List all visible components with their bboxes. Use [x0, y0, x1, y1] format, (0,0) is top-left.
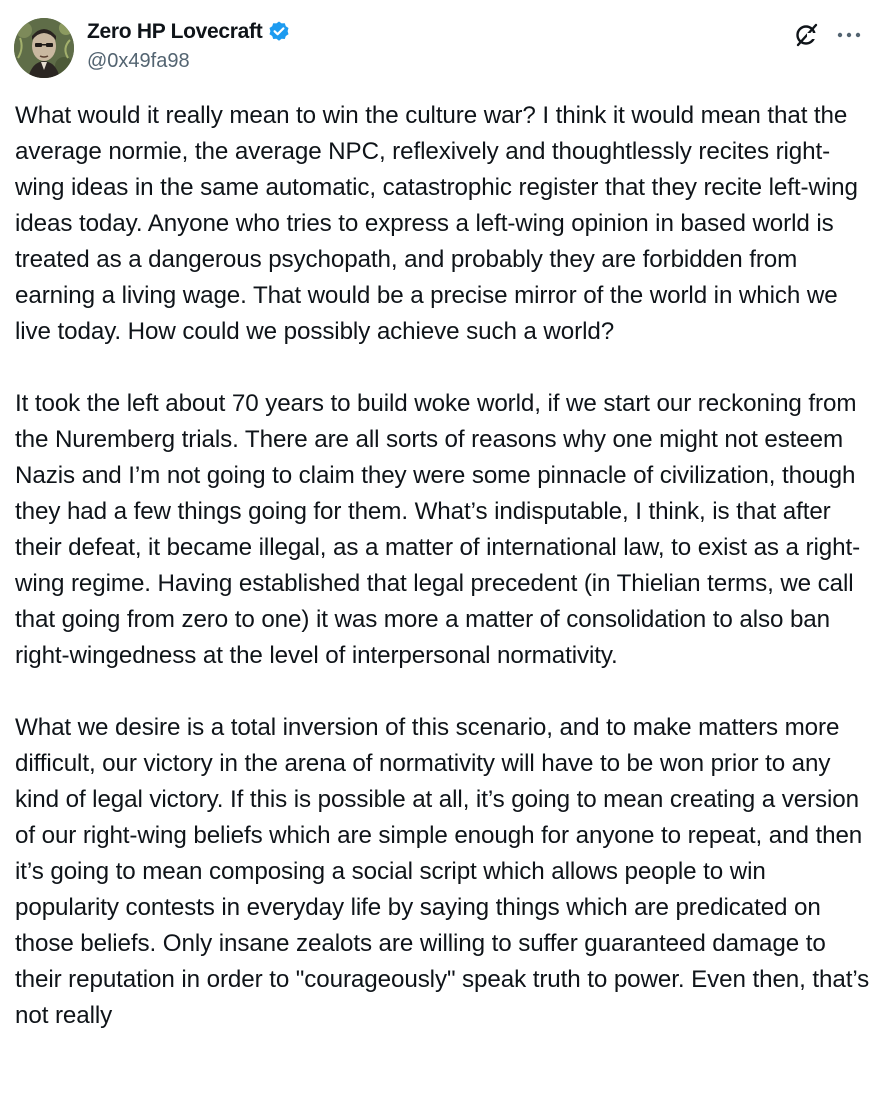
- more-icon[interactable]: [834, 20, 864, 50]
- grok-icon[interactable]: [792, 20, 822, 50]
- tweet-text: [15, 98, 873, 1070]
- display-name-row: [87, 18, 291, 46]
- tweet-paragraph: What would it really mean to win the culture war? I think it would mean that the average normie, the average NPC, reflexively and thoughtlessly recites right-wing ideas in the same automatic, catastrophic register that they recite left-wing ideas today. Anyone who tries to express a left-wing opinion in based world is treated as a dangerous psychopath, and probably they are forbidden from earning a living wage. That would be a precise mirror of the world in which we live today. How could we possibly achieve such a world?: [15, 102, 858, 345]
- author-display-name[interactable]: Zero HP Lovecraft: [87, 20, 263, 43]
- tweet-paragraph: What we desire is a total inversion of this scenario, and to make matters more difficult, our victory in the arena of normativity will have to be won prior to any kind of legal victory. If this is possible at all, it’s going to mean creating a version of our right-wing beliefs which are simple enough for anyone to repeat, and then it’s going to mean composing a social script which allows people to win popularity contests in everyday life by saying things which are predicated on those beliefs. Only insane zealots are willing to suffer guaranteed damage to their reputation in order to "courageously" speak truth to power. Even then, that’s not really: [15, 714, 870, 1029]
- avatar[interactable]: [14, 18, 74, 78]
- author-handle[interactable]: @0x49fa98: [87, 50, 190, 72]
- verified-badge-icon[interactable]: [267, 20, 291, 44]
- author-names: [87, 18, 291, 75]
- tweet-paragraph: It took the left about 70 years to build woke world, if we start our reckoning from the Nuremberg trials. There are all sorts of reasons why one might not esteem Nazis and I’m not going to claim they were some pinnacle of civilization, though they had a few things going for them. What’s indisputable, I think, is that after their defeat, it became illegal, as a matter of international law, to exist as a right-wing regime. Having established that legal precedent (in Thielian terms, we call that going from zero to one) it was more a matter of consolidation to also ban right-wingedness at the level of interpersonal normativity.: [15, 390, 861, 669]
- header-actions: [792, 20, 864, 50]
- tweet-header: [14, 16, 866, 80]
